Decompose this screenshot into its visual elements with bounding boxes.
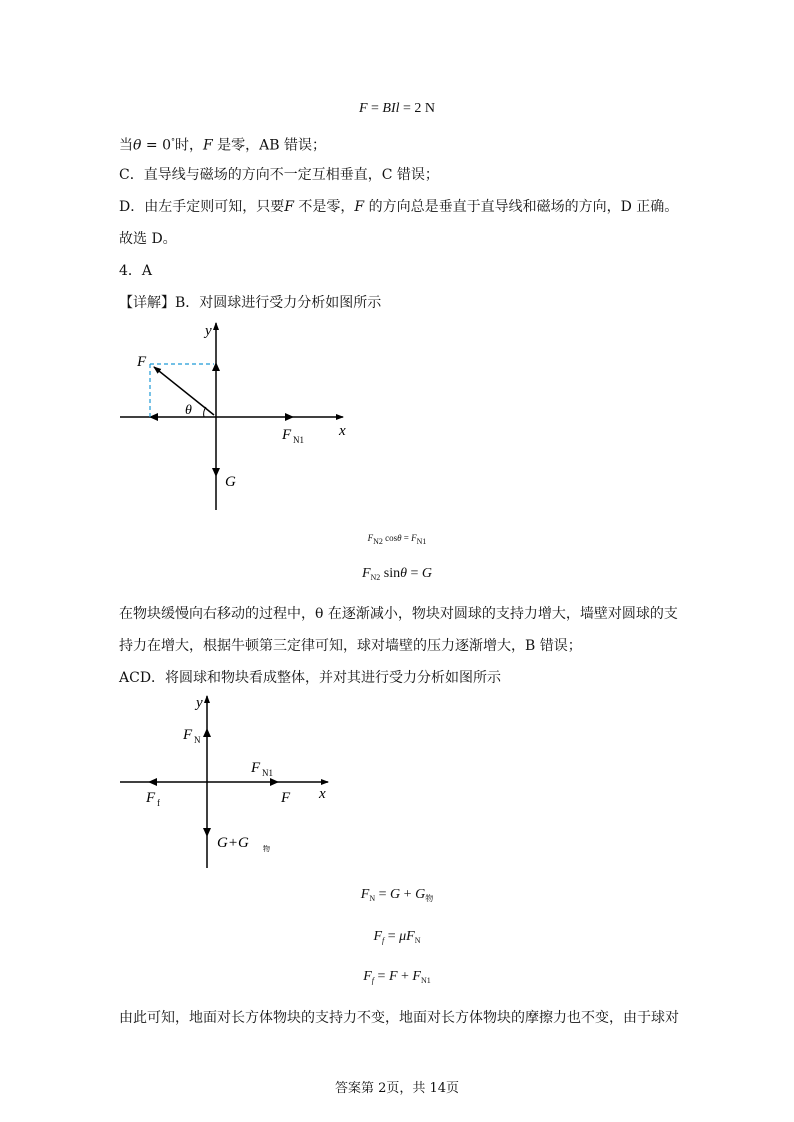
label-y: y (205, 323, 212, 339)
equation-force: F = BIl = 2 N (358, 101, 436, 116)
force-diagram-whole (110, 690, 360, 875)
label-f: F (281, 790, 291, 806)
line-theta-zero: 当θ = 0°时，F 是零，AB 错误； (119, 137, 327, 154)
paragraph-2: 由此可知，地面对长方体物块的支持力不变，地面对长方体物块的摩擦力也不变，由于球对 (119, 1010, 679, 1026)
label-fn: F (183, 727, 193, 743)
line-question-4: 4．A (119, 263, 153, 279)
label-g: G (225, 474, 236, 490)
line-option-c: C．直导线与磁场的方向不一定互相垂直，C 错误； (119, 167, 439, 183)
label-g-sub: 物 (263, 845, 270, 853)
equation-cos: $F_{N2}$ $\cos\theta = F_{N1}$ (367, 533, 427, 546)
equation-friction-sum: $F_f = F + F_{N1}$ (363, 969, 431, 985)
label-ff-sub: f (157, 798, 160, 808)
line-answer-choice: 故选 D。 (119, 231, 177, 247)
label-fn1-sub: N1 (262, 768, 273, 778)
label-fn1: F (251, 760, 261, 776)
equation-friction-mu: $F_f = \mu F_N$ (373, 929, 421, 945)
line-option-d: D．由左手定则可知，只要F 不是零，F 的方向总是垂直于直导线和磁场的方向，D 正确。 (119, 199, 679, 215)
label-x: x (319, 786, 326, 802)
line-option-acd: ACD．将圆球和物块看成整体，并对其进行受力分析如图所示 (119, 670, 502, 686)
label-ff: F (146, 790, 156, 806)
line-detail-b: 【详解】B．对圆球进行受力分析如图所示 (119, 295, 382, 311)
paragraph-1-line-1: 在物块缓慢向右移动的过程中，θ 在逐渐减小，物块对圆球的支持力增大，墙壁对圆球的支 (119, 606, 678, 622)
label-theta: θ (185, 403, 192, 418)
label-fn1-sub: N1 (293, 435, 304, 445)
label-g-total: G+G (217, 835, 249, 851)
label-x: x (339, 423, 346, 439)
paragraph-1-line-2: 持力在增大，根据牛顿第三定律可知，球对墙壁的压力逐渐增大，B 错误； (119, 638, 582, 654)
label-y: y (196, 695, 203, 711)
page-footer: 答案第 2页，共 14页 (334, 1081, 460, 1096)
label-f: F (137, 354, 147, 370)
force-diagram-ball (110, 318, 360, 518)
label-fn1: F (282, 427, 292, 443)
equation-sin: $F_{N2}$ sinθ = G (361, 566, 433, 582)
equation-normal-force: $F_N = G + G_物$ (360, 887, 434, 903)
label-fn-sub: N (194, 735, 201, 745)
